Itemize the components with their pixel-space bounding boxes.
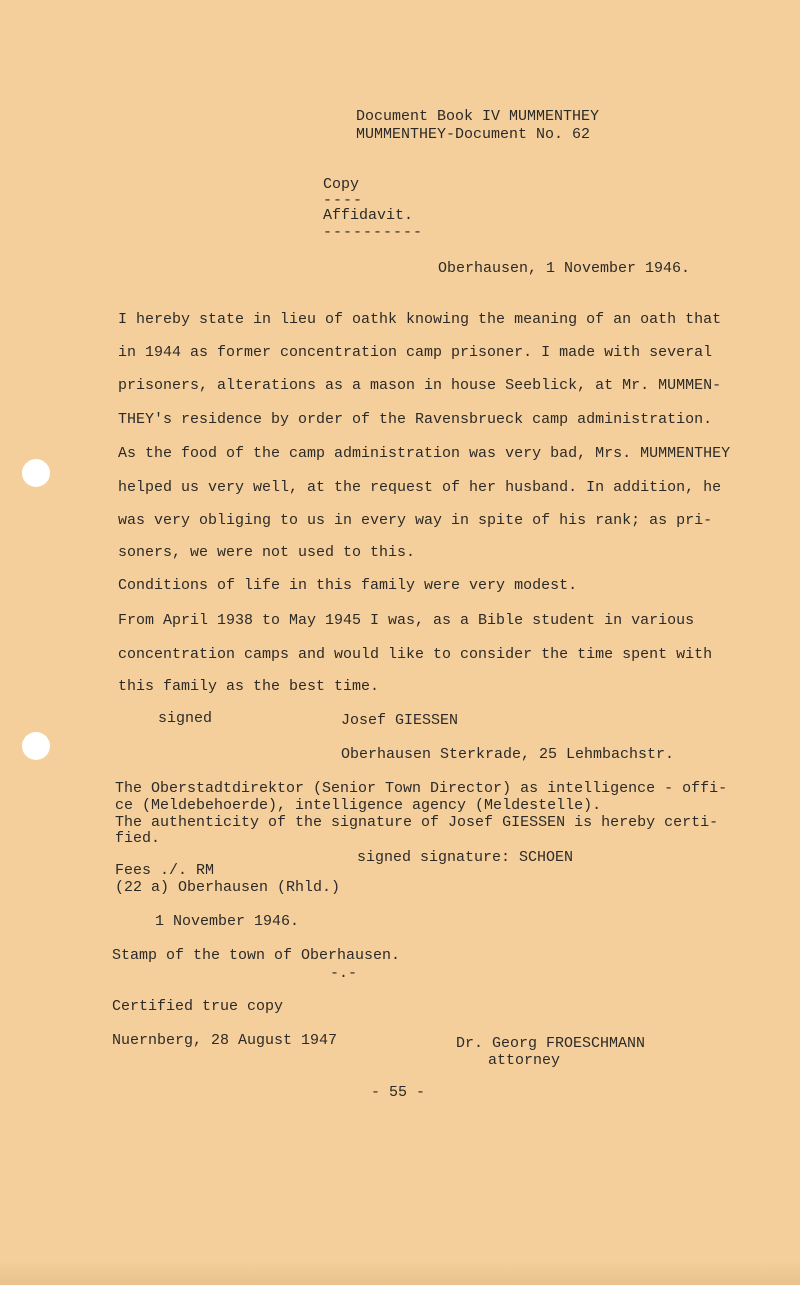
dateline: Oberhausen, 1 November 1946. xyxy=(438,260,691,277)
body-line: From April 1938 to May 1945 I was, as a Bible student in various xyxy=(118,612,695,629)
fees: Fees ./. RM xyxy=(115,862,215,879)
copy-heading: Copy xyxy=(323,176,360,193)
body-line: concentration camps and would like to consider the time spent with xyxy=(118,646,713,663)
certification-line: ce (Meldebehoerde), intelligence agency (Meldestelle). xyxy=(115,797,602,814)
body-line: this family as the best time. xyxy=(118,678,380,695)
punch-hole-lower xyxy=(22,732,50,760)
stamp-note: Stamp of the town of Oberhausen. xyxy=(112,947,401,964)
certified-place-date: Nuernberg, 28 August 1947 xyxy=(112,1032,338,1049)
certification-date: 1 November 1946. xyxy=(155,913,300,930)
attorney-name: Dr. Georg FROESCHMANN xyxy=(456,1035,646,1052)
signed-signature: signed signature: SCHOEN xyxy=(357,849,574,866)
signed-label: signed xyxy=(158,710,213,727)
punch-hole-upper xyxy=(22,459,50,487)
certified-copy-label: Certified true copy xyxy=(112,998,284,1015)
certification-line: The Oberstadtdirektor (Senior Town Director) as intelligence - offi- xyxy=(115,780,728,797)
copy-underline: ---- xyxy=(323,192,364,209)
header-line-2: MUMMENTHEY-Document No. 62 xyxy=(356,126,591,143)
header-line-1: Document Book IV MUMMENTHEY xyxy=(356,108,600,125)
body-line: in 1944 as former concentration camp prisoner. I made with several xyxy=(118,344,713,361)
page-number: - 55 - xyxy=(371,1084,426,1101)
certification-line: The authenticity of the signature of Josef GIESSEN is hereby certi- xyxy=(115,814,719,831)
body-line: As the food of the camp administration was very bad, Mrs. MUMMENTHEY xyxy=(118,445,731,462)
certification-place: (22 a) Oberhausen (Rhld.) xyxy=(115,879,341,896)
body-line: prisoners, alterations as a mason in house Seeblick, at Mr. MUMMEN- xyxy=(118,377,722,394)
signatory-address: Oberhausen Sterkrade, 25 Lehmbachstr. xyxy=(341,746,675,763)
body-line: I hereby state in lieu of oathk knowing the meaning of an oath that xyxy=(118,311,722,328)
signatory-name: Josef GIESSEN xyxy=(341,712,459,729)
body-line: helped us very well, at the request of her husband. In addition, he xyxy=(118,479,722,496)
body-line: THEY's residence by order of the Ravensbrueck camp administration. xyxy=(118,411,713,428)
affidavit-underline: ---------- xyxy=(323,224,424,241)
body-line: Conditions of life in this family were very modest. xyxy=(118,577,578,594)
separator: -.- xyxy=(330,965,358,982)
body-line: soners, we were not used to this. xyxy=(118,544,416,561)
affidavit-heading: Affidavit. xyxy=(323,207,414,224)
certification-line: fied. xyxy=(115,830,161,847)
attorney-title: attorney xyxy=(488,1052,561,1069)
body-line: was very obliging to us in every way in spite of his rank; as pri- xyxy=(118,512,713,529)
